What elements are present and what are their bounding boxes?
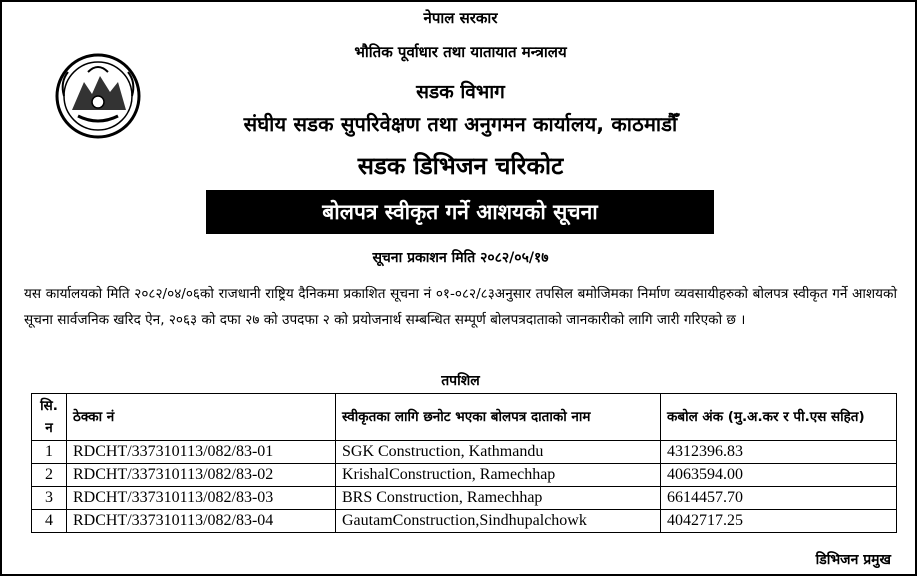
row-contract-no: RDCHT/337310113/082/83-03 bbox=[67, 487, 336, 510]
row-serial: 1 bbox=[32, 441, 67, 464]
row-serial: 4 bbox=[32, 510, 67, 533]
publication-date: सूचना प्रकाशन मिति २०८२/०५/१७ bbox=[372, 250, 549, 266]
header-office: संघीय सडक सुपरिवेक्षण तथा अनुगमन कार्यालय, काठमाडौँ bbox=[243, 112, 678, 136]
table-row bbox=[32, 441, 897, 464]
row-contract-no: RDCHT/337310113/082/83-02 bbox=[67, 464, 336, 487]
bid-table bbox=[31, 393, 897, 533]
header-serial: सि. न bbox=[32, 394, 67, 441]
header-ministry: भौतिक पूर्वाधार तथा यातायात मन्त्रालय bbox=[354, 43, 567, 61]
header-government: नेपाल सरकार bbox=[423, 9, 498, 27]
notice-body: यस कार्यालयको मिति २०८२/०४/०६को राजधानी राष्ट्रिय दैनिकमा प्रकाशित सूचना नं ०१-०८२/८३अनुसार तपसिल बमोजिमका निर्माण व्यवसायीहरुको बोलपत्र स्वीकृत गर्ने आशयको सूचना सार्वजनिक खरिद ऐन, २०६३ को दफा २७ को उपदफा २ को प्रयोजनार्थ सम्बन्धित सम्पूर्ण बोलपत्रदाताको जानकारीको लागि जारी गरिएको छ । bbox=[24, 286, 897, 328]
table-row bbox=[32, 510, 897, 533]
row-contract-no: RDCHT/337310113/082/83-04 bbox=[67, 510, 336, 533]
table-header-row bbox=[32, 394, 897, 441]
row-serial: 2 bbox=[32, 464, 67, 487]
table-row bbox=[32, 464, 897, 487]
table-row bbox=[32, 487, 897, 510]
row-bidder-name: SGK Construction, Kathmandu bbox=[336, 441, 661, 464]
row-bidder-name: GautamConstruction,Sindhupalchowk bbox=[336, 510, 661, 533]
row-serial: 3 bbox=[32, 487, 67, 510]
row-bid-amount: 4042717.25 bbox=[661, 510, 897, 533]
table-title: तपशिल bbox=[441, 373, 480, 389]
header-division: सडक डिभिजन चरिकोट bbox=[357, 152, 564, 180]
notice-title-banner: बोलपत्र स्वीकृत गर्ने आशयको सूचना bbox=[206, 190, 714, 234]
header-bidder-name: स्वीकृतका लागि छनोट भएका बोलपत्र दाताको नाम bbox=[336, 394, 661, 441]
header-contract-no: ठेक्का नं bbox=[67, 394, 336, 441]
row-bid-amount: 4312396.83 bbox=[661, 441, 897, 464]
row-bidder-name: BRS Construction, Ramechhap bbox=[336, 487, 661, 510]
row-bid-amount: 6614457.70 bbox=[661, 487, 897, 510]
signature-division-chief: डिभिजन प्रमुख bbox=[815, 552, 891, 568]
header-department: सडक विभाग bbox=[416, 81, 505, 103]
row-contract-no: RDCHT/337310113/082/83-01 bbox=[67, 441, 336, 464]
row-bid-amount: 4063594.00 bbox=[661, 464, 897, 487]
header-bid-amount: कबोल अंक (मु.अ.कर र पी.एस सहित) bbox=[661, 394, 897, 441]
row-bidder-name: KrishalConstruction, Ramechhap bbox=[336, 464, 661, 487]
